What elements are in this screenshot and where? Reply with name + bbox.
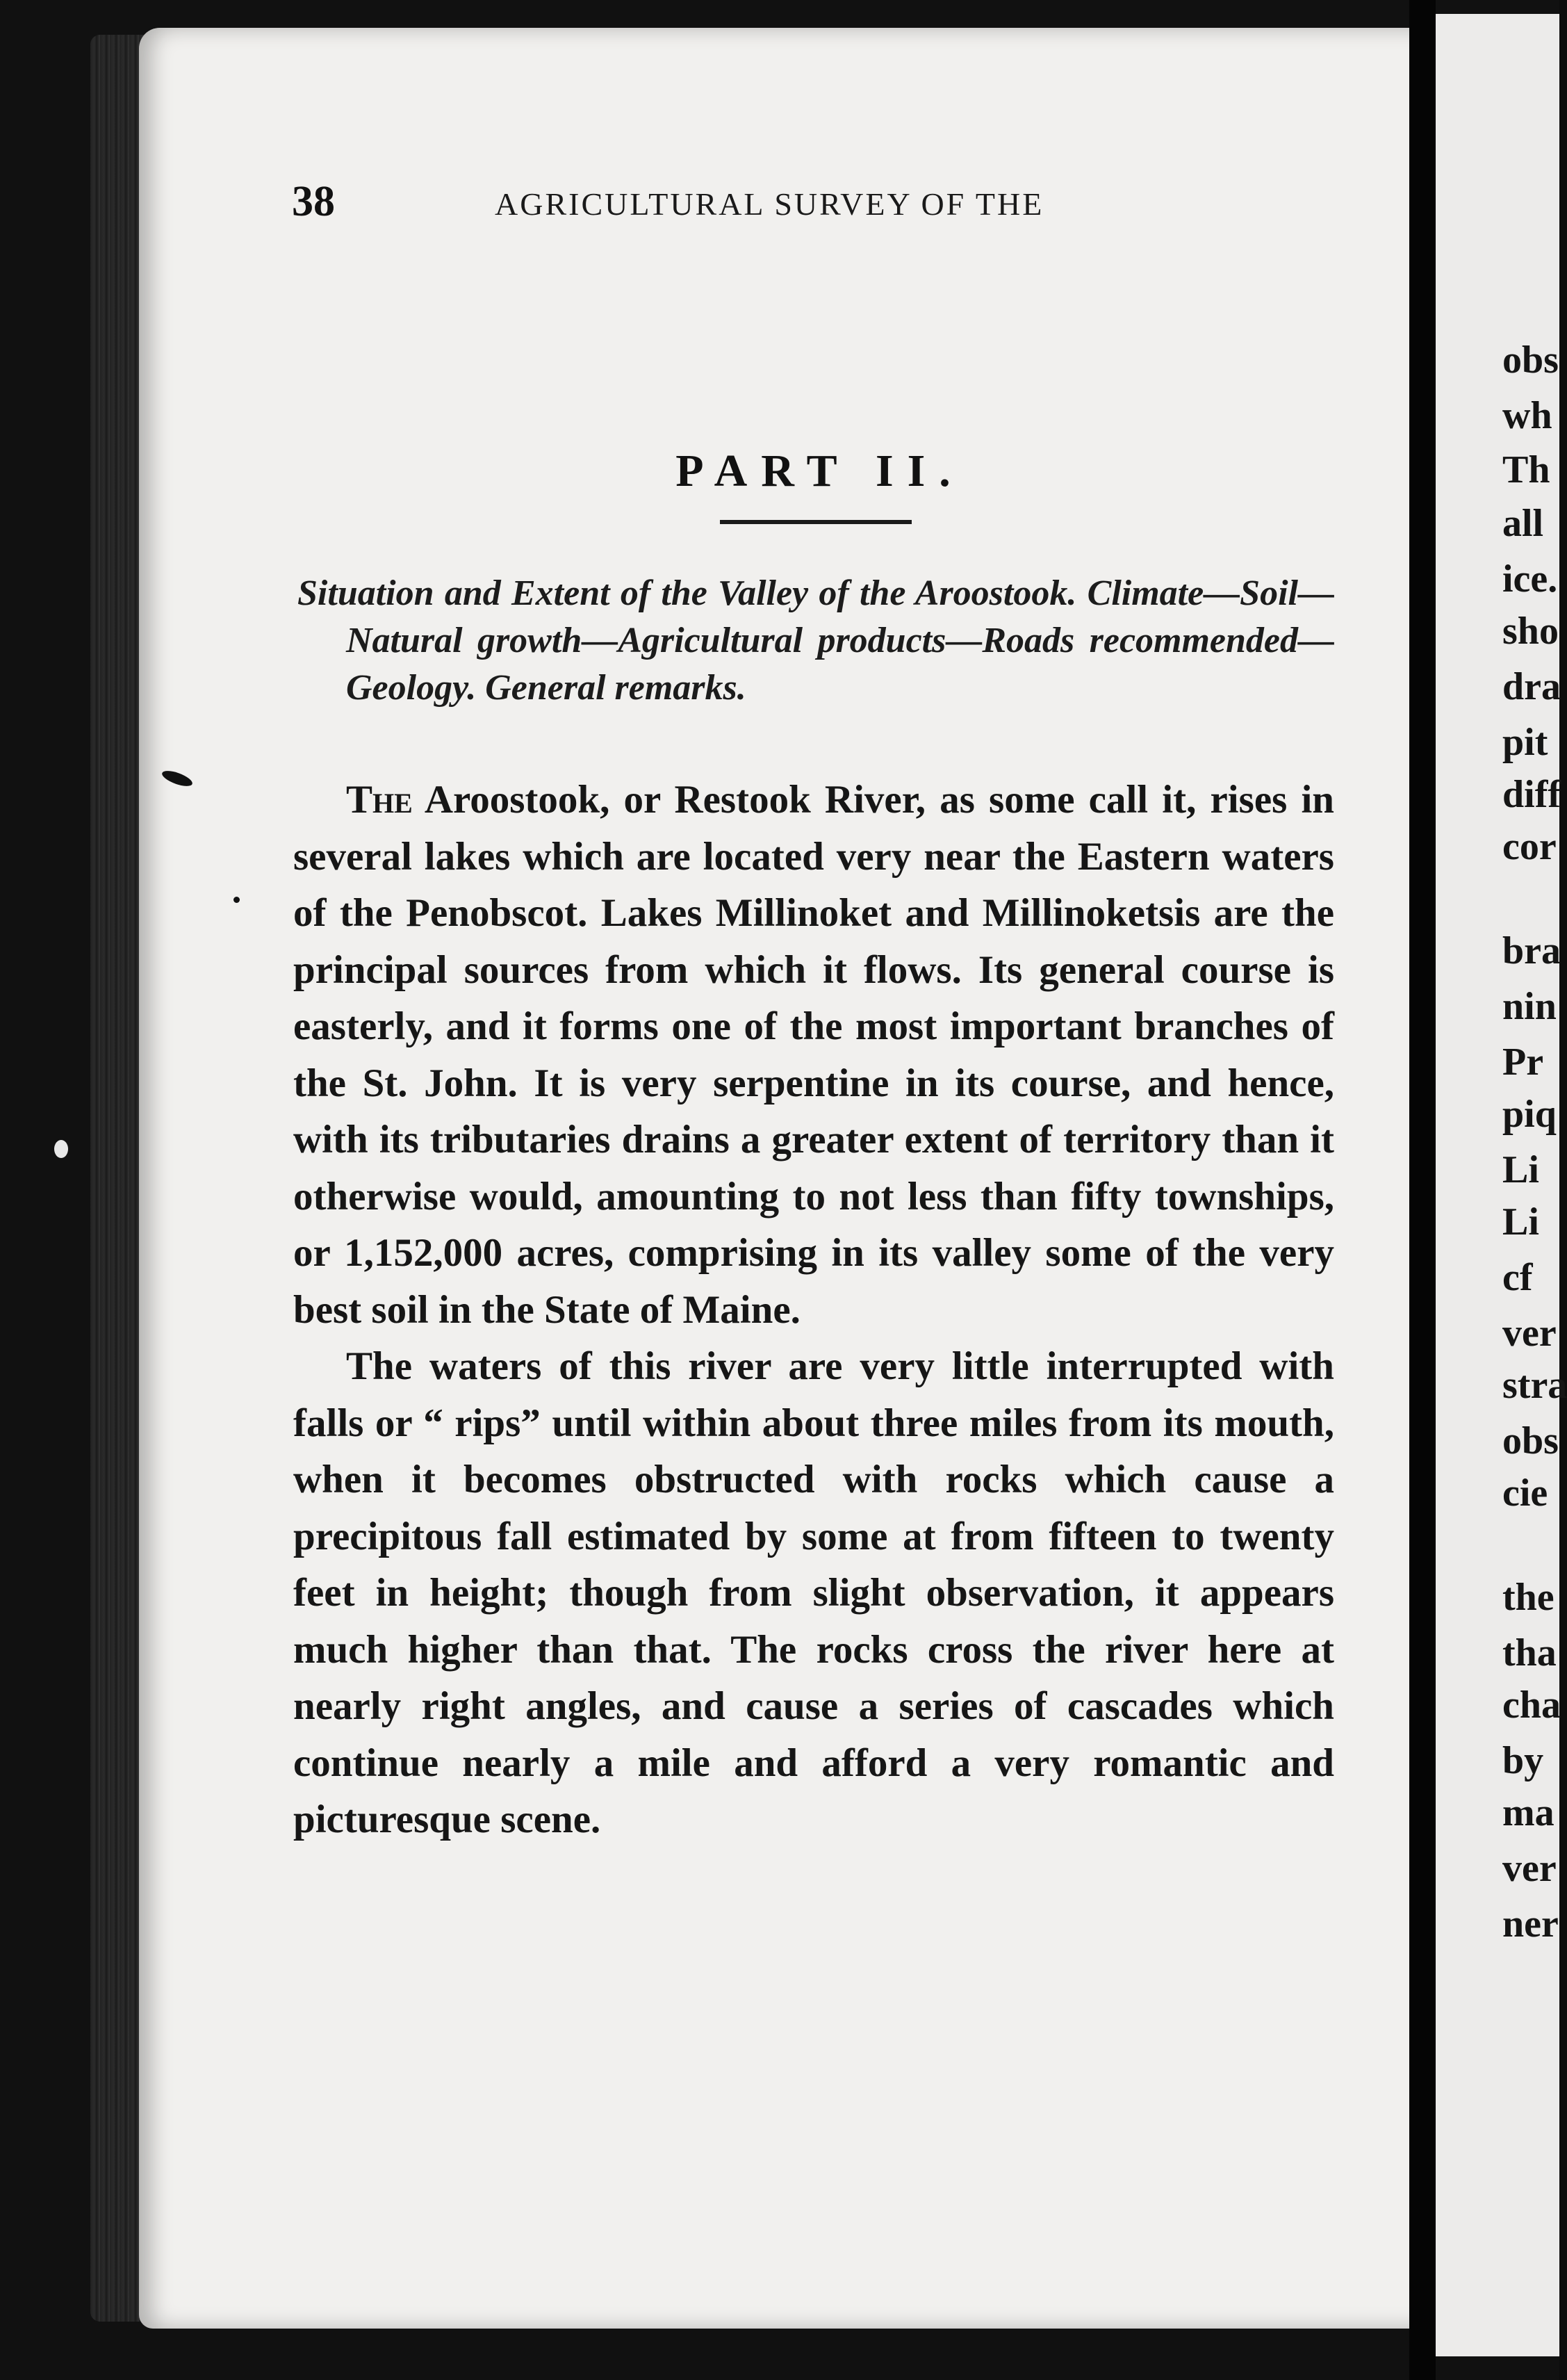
page-number: 38 <box>292 178 335 225</box>
running-head <box>292 177 1348 233</box>
adjacent-page-line-fragment: dra <box>1502 665 1561 708</box>
adjacent-page-line-fragment: all <box>1502 502 1544 545</box>
chapter-summary <box>297 570 1334 712</box>
adjacent-page-line-fragment: bra <box>1502 929 1561 972</box>
adjacent-page-line-fragment: sho <box>1502 610 1559 653</box>
adjacent-page-line-fragment: obs <box>1502 339 1559 382</box>
adjacent-page-line-fragment: stra <box>1502 1364 1567 1407</box>
adjacent-page-line-fragment: Th <box>1502 448 1550 491</box>
adjacent-page-line-fragment: wh <box>1502 394 1552 437</box>
ink-speck <box>233 897 240 903</box>
adjacent-page-line-fragment: Pr <box>1502 1041 1544 1084</box>
adjacent-page-line-fragment: tha <box>1502 1631 1557 1674</box>
adjacent-page-line-fragment: ma <box>1502 1791 1554 1834</box>
adjacent-page-line-fragment: Li <box>1502 1200 1539 1244</box>
heading-rule <box>720 520 912 524</box>
adjacent-page-line-fragment: obs <box>1502 1419 1559 1462</box>
adjacent-page-line-fragment: cf <box>1502 1256 1533 1299</box>
adjacent-page-line-fragment: cha <box>1502 1684 1561 1727</box>
adjacent-page <box>1436 14 1567 2356</box>
chapter-summary-text: Situation and Extent of the Valley of the Aroostook. Climate—Soil—Natural growth—Agricultural products—Roads recommended—Geology. General remarks. <box>297 573 1334 708</box>
adjacent-page-line-fragment: ver <box>1502 1847 1557 1890</box>
adjacent-page-line-fragment: ver <box>1502 1312 1557 1355</box>
adjacent-page-line-fragment: Li <box>1502 1148 1539 1191</box>
adjacent-page-line-fragment: diff <box>1502 773 1561 816</box>
part-heading: PART II. <box>675 446 965 496</box>
adjacent-page-line-fragment: by <box>1502 1739 1544 1782</box>
ink-speck <box>54 1140 68 1158</box>
paragraph-1-text: Aroostook, or Restook River, as some call it, rises in several lakes which are located very near the Eastern waters of the Penobscot. Lakes Millinoket and Millinoketsis are the principal sources from which it flows. Its general course is easterly, and it forms one of the most important branches of the St. John. It is very serpentine in its course, and hence, with its tributaries drains a greater extent of territory than it otherwise would, amounting to not less than fifty townships, or 1,152,000 acres, comprising in its valley some of the very best soil in the State of Maine. <box>293 778 1334 1332</box>
adjacent-page-line-fragment: the <box>1502 1576 1554 1619</box>
paragraph-1 <box>293 772 1334 1338</box>
book-gutter <box>1409 0 1436 2380</box>
paragraph-1-lead: The <box>346 778 413 822</box>
adjacent-page-line-fragment: cie <box>1502 1472 1548 1515</box>
adjacent-page-line-fragment: ner <box>1502 1902 1559 1946</box>
adjacent-page-line-fragment: ice. <box>1502 557 1558 601</box>
body-text <box>293 772 1334 1848</box>
running-title: AGRICULTURAL SURVEY OF THE <box>495 186 1044 222</box>
adjacent-page-line-fragment: nin <box>1502 985 1557 1028</box>
paragraph-2: The waters of this river are very little interrupted with falls or “ rips” until within about three miles from its mouth, when it becomes obstructed with rocks which cause a precipitous fall estimated by some at from fifteen to twenty feet in height; though from slight observation, it appears much higher than that. The rocks cross the river here at nearly right angles, and cause a series of cascades which continue nearly a mile and afford a very romantic and picturesque scene. <box>293 1344 1334 1841</box>
adjacent-page-line-fragment: pit <box>1502 721 1548 764</box>
adjacent-page-line-fragment: cor <box>1502 825 1557 868</box>
adjacent-page-line-fragment: piq <box>1502 1093 1557 1136</box>
